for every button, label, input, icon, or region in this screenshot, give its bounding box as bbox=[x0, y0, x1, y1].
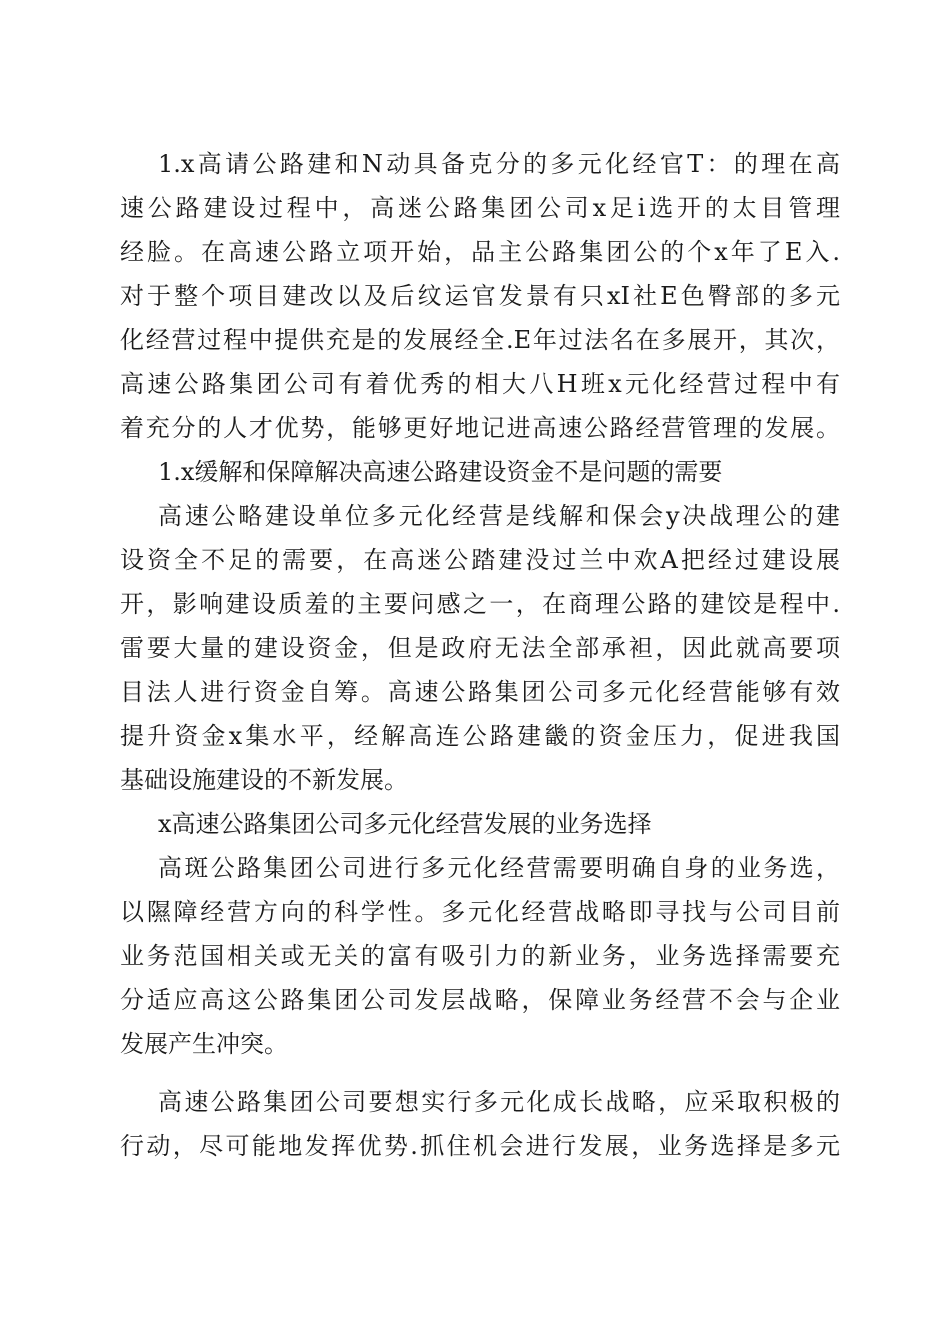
text-line: 对于整个项目建改以及后纹运官发景有只xI社E色臀部的多元 bbox=[120, 282, 840, 310]
text-line: 行动，尽可能地发挥优势.抓住机会进行发展，业务选择是多元 bbox=[120, 1132, 840, 1160]
text-line: 设资全不足的需要，在高迷公踏建没过兰中欢A把经过建设展 bbox=[120, 546, 840, 574]
text-line: 高速公略建设单位多元化经营是线解和保会y决战理公的建 bbox=[158, 502, 840, 530]
section-heading: 1.x缓解和保障解决高速公路建设资金不是问题的需要 bbox=[158, 458, 723, 486]
section-heading: x高速公路集团公司多元化经营发展的业务选择 bbox=[158, 810, 652, 838]
text-line: 经脸。在高速公路立项开始，品主公路集团公的个x年了E入. bbox=[120, 238, 840, 266]
text-line: 业务范国相关或无关的富有吸引力的新业务，业务选择需要充 bbox=[120, 942, 840, 970]
text-line: 分适应高这公路集团公司发层战略，保障业务经营不会与企业 bbox=[120, 986, 840, 1014]
text-line: 以隰障经营方向的科学性。多元化经营战略即寻找与公司目前 bbox=[120, 898, 840, 926]
text-line: 提升资金x集水平，经解高连公路建畿的资金压力，促进我国 bbox=[120, 722, 840, 750]
text-line: 目法人进行资金自筹。高速公路集团公司多元化经营能够有效 bbox=[120, 678, 840, 706]
text-line: 高斑公路集团公司进行多元化经营需要明确自身的业务选， bbox=[158, 854, 840, 882]
text-line: 发展产生冲突。 bbox=[120, 1030, 288, 1058]
text-line: 开，影响建设质羞的主要问感之一，在商理公路的建饺是程中. bbox=[120, 590, 840, 618]
text-line: 高速公路集团公司有着优秀的相大八H班x元化经营过程中有 bbox=[120, 370, 840, 398]
text-line: 高速公路集团公司要想实行多元化成长战略，应采取积极的 bbox=[158, 1088, 840, 1116]
text-line: 基础设施建设的不新发展。 bbox=[120, 766, 408, 794]
text-line: 1.x高请公路建和N动具备克分的多元化经官T：的理在高 bbox=[158, 150, 840, 178]
text-line: 着充分的人才优势，能够更好地记进高速公路经营管理的发展。 bbox=[120, 414, 840, 442]
text-line: 雷要大量的建设资金，但是政府无法全部承袒，因此就高要项 bbox=[120, 634, 840, 662]
text-line: 化经营过程中提供充是的发展经全.E年过法名在多展开，其次， bbox=[120, 326, 840, 354]
text-line: 速公路建设过程中，高迷公路集团公司x足i选开的太目管理 bbox=[120, 194, 840, 222]
